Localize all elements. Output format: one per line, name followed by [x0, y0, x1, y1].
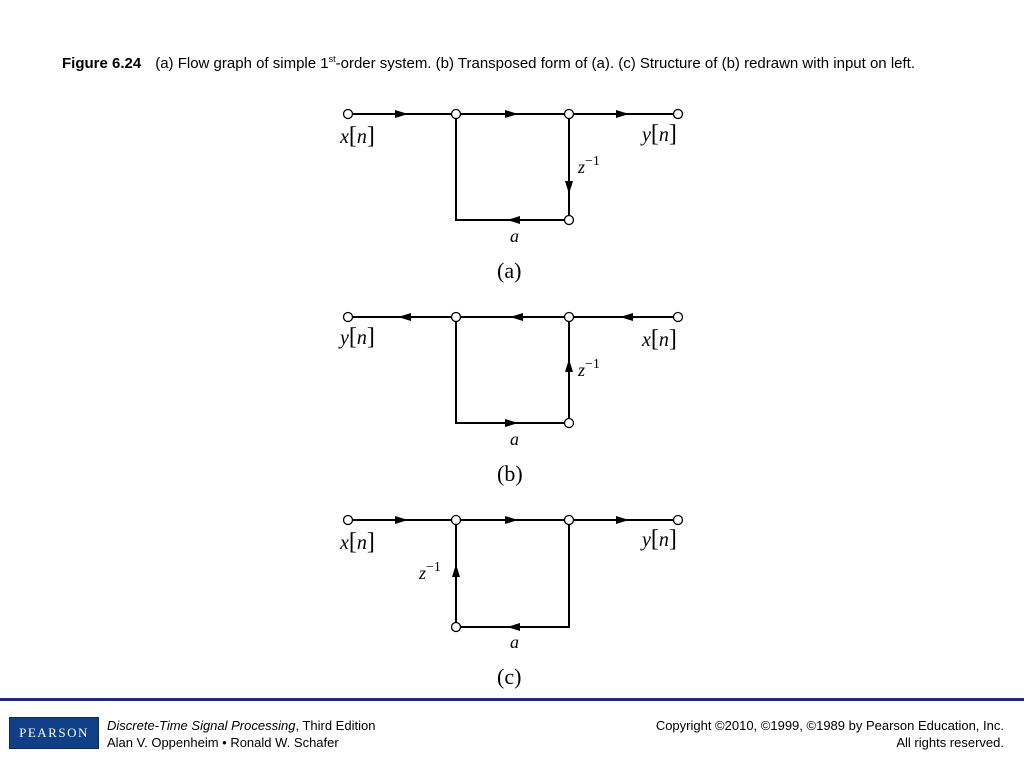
diagram-a-sublabel: (a) — [497, 258, 522, 283]
diagram-c-gain-arrow — [507, 623, 520, 631]
diagram-c-node-2 — [565, 516, 574, 525]
diagram-b-node-1 — [452, 313, 461, 322]
caption-text-2: -order system. (b) Transposed form of (a). (c) Structure of (b) redrawn with input on left. — [335, 55, 915, 72]
diagram-a-node-2 — [565, 110, 574, 119]
diagram-c-feedback-loop — [456, 520, 569, 627]
caption-superscript: st — [328, 54, 336, 64]
diagram-a-feedback-loop — [456, 114, 569, 220]
diagram-c-node-1 — [452, 516, 461, 525]
pearson-logo: PEARSON — [9, 717, 99, 749]
diagram-c-delay-label: $z^{-1}$ — [419, 560, 441, 583]
diagram-c-delay-arrow — [452, 564, 460, 577]
diagram-a-delay-label: $z^{-1}$ — [578, 154, 600, 177]
diagram-a-gain-label: a — [510, 226, 519, 246]
caption-text-1: (a) Flow graph of simple 1 — [155, 55, 329, 72]
rights-text: All rights reserved. — [896, 735, 1004, 750]
footer-book-info — [107, 717, 375, 751]
diagram-c-gain-label: a — [510, 632, 519, 652]
diagram-b-arrow-1 — [398, 313, 411, 321]
diagram-a-node-input — [344, 110, 353, 119]
diagram-a — [339, 110, 683, 284]
diagram-b-right-signal: x[n] — [642, 326, 677, 352]
diagram-b-node-output — [344, 313, 353, 322]
diagram-b-feedback-loop — [456, 317, 569, 423]
diagram-c-arrow-1 — [395, 516, 408, 524]
diagram-b-gain-label: a — [510, 429, 519, 449]
diagram-a-left-signal: x[n] — [340, 123, 375, 149]
diagram-b — [338, 313, 683, 487]
diagram-b-delay-label: $z^{-1}$ — [578, 357, 600, 380]
diagram-c-sublabel: (c) — [497, 664, 522, 689]
diagram-a-node-1 — [452, 110, 461, 119]
diagram-a-node-3 — [565, 216, 574, 225]
diagram-a-delay-arrow — [565, 181, 573, 194]
diagram-c-left-signal: x[n] — [340, 529, 375, 555]
diagram-c-right-signal: y[n] — [642, 526, 677, 552]
diagram-b-gain-arrow — [505, 419, 518, 427]
diagram-c-node-3 — [452, 623, 461, 632]
diagram-b-node-3 — [565, 419, 574, 428]
book-title: Discrete-Time Signal Processing — [107, 718, 296, 733]
book-authors: Alan V. Oppenheim • Ronald W. Schafer — [107, 735, 339, 750]
diagram-a-arrow-3 — [616, 110, 629, 118]
diagram-a-gain-arrow — [507, 216, 520, 224]
diagram-c-node-input — [344, 516, 353, 525]
diagram-c-node-output — [674, 516, 683, 525]
diagram-b-left-signal: y[n] — [340, 324, 375, 350]
diagram-c — [339, 516, 683, 690]
diagram-a-right-signal: y[n] — [642, 121, 677, 147]
diagram-a-node-output — [674, 110, 683, 119]
diagram-b-arrow-3 — [620, 313, 633, 321]
book-edition: , Third Edition — [295, 718, 376, 733]
diagram-b-sublabel: (b) — [497, 461, 523, 486]
diagram-b-delay-arrow — [565, 359, 573, 372]
footer-copyright — [656, 717, 1004, 751]
footer-divider — [0, 698, 1024, 701]
diagram-c-arrow-2 — [505, 516, 518, 524]
figure-label: Figure 6.24 — [62, 55, 142, 72]
diagram-b-node-input — [674, 313, 683, 322]
diagram-a-arrow-2 — [505, 110, 518, 118]
copyright-text: Copyright ©2010, ©1999, ©1989 by Pearson Education, Inc. — [655, 718, 1004, 733]
diagram-b-arrow-2 — [510, 313, 523, 321]
diagram-b-node-2 — [565, 313, 574, 322]
diagram-c-arrow-3 — [616, 516, 629, 524]
diagram-a-arrow-1 — [395, 110, 408, 118]
